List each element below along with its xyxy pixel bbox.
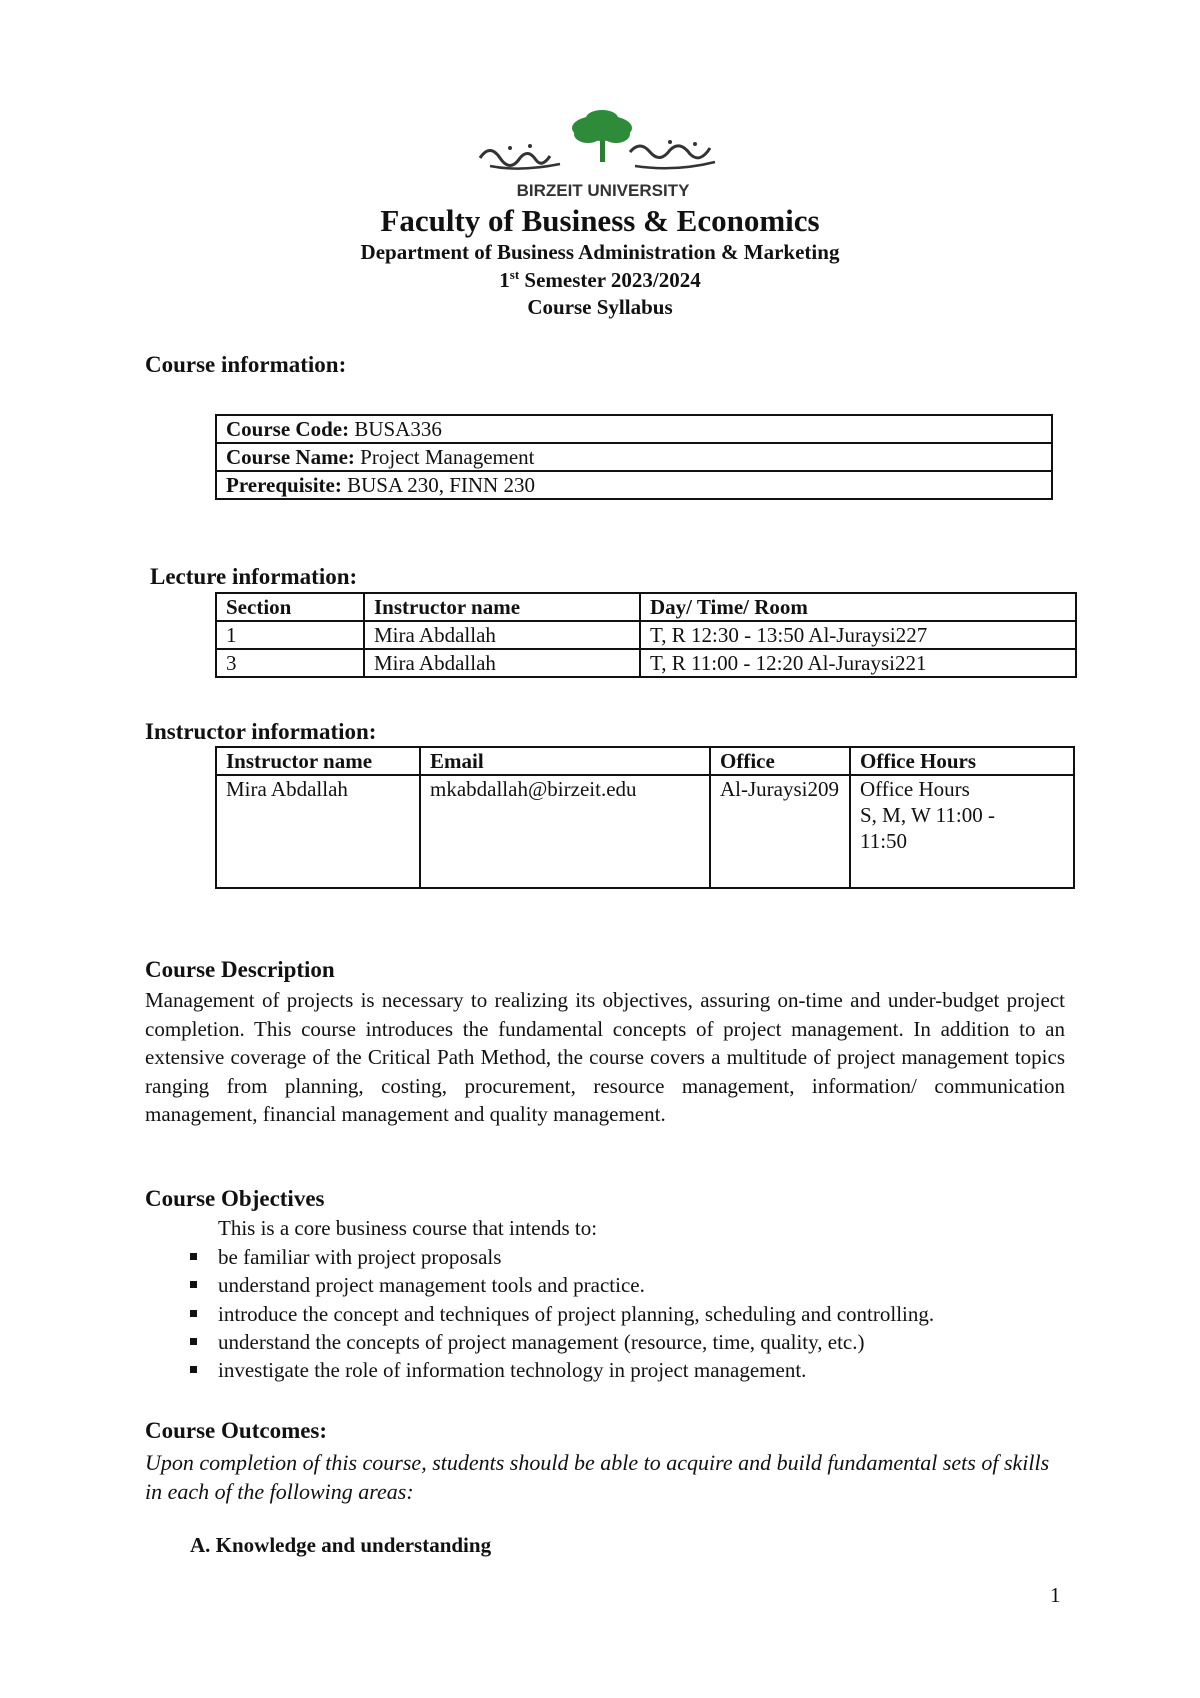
list-item [190, 1243, 934, 1271]
column-header: Day/ Time/ Room [640, 593, 1076, 621]
description-heading: Course Description [145, 957, 335, 982]
table-header-row [216, 593, 1076, 621]
document-type: Course Syllabus [527, 295, 673, 319]
knowledge-section-heading: A. Knowledge and understanding [190, 1533, 492, 1557]
table-cell: Mira Abdallah [364, 621, 640, 649]
email-cell: mkabdallah@birzeit.edu [420, 775, 710, 888]
logo-text: BIRZEIT UNIVERSITY [516, 181, 690, 200]
table-cell: Mira Abdallah [364, 649, 640, 677]
table-row [216, 443, 1052, 471]
list-item [190, 1300, 934, 1328]
bullet-icon [190, 1281, 197, 1288]
course-code-label: Course Code: [226, 417, 350, 441]
table-cell [216, 471, 1052, 499]
objectives-heading: Course Objectives [145, 1186, 325, 1211]
description-text: Management of projects is necessary to realizing its objectives, assuring on-time and under-budget project completion. This course introduces the fundamental concepts of project management. In addition to an extensive coverage of the Critical Path Method, the course covers a multitude of project management topics ranging from planning, costing, procurement, resource management, information/ communication management, financial management and quality management. [145, 988, 1065, 1126]
column-header: Office Hours [850, 747, 1074, 775]
faculty-title: Faculty of Business & Economics [380, 203, 820, 238]
table-row [216, 649, 1076, 677]
table-cell: 3 [216, 649, 364, 677]
university-logo [470, 108, 736, 204]
office-hours-line: Office Hours [860, 777, 970, 801]
course-name-value: Project Management [354, 445, 535, 469]
column-header: Email [420, 747, 710, 775]
prerequisite-value: BUSA 230, FINN 230 [341, 473, 535, 497]
semester-text: Semester 2023/2024 [519, 268, 701, 292]
list-item-text: understand the concepts of project management (resource, time, quality, etc.) [218, 1329, 865, 1354]
office-cell: Al-Juraysi209 [710, 775, 850, 888]
table-header-row [216, 747, 1074, 775]
lecture-info-table [215, 592, 1077, 678]
list-item [190, 1356, 934, 1384]
list-item [190, 1271, 934, 1299]
list-item-text: understand project management tools and practice. [218, 1273, 645, 1298]
semester-ordinal: st [509, 267, 520, 282]
semester-number: 1 [499, 268, 510, 292]
prerequisite-label: Prerequisite: [226, 473, 342, 497]
department-title: Department of Business Administration & Marketing [360, 240, 840, 264]
instructor-info-table [215, 746, 1075, 889]
page-number: 1 [1050, 1583, 1061, 1607]
table-cell [216, 415, 1052, 443]
bullet-icon [190, 1253, 197, 1260]
instructor-info-heading: Instructor information: [145, 719, 377, 744]
course-info-table [215, 414, 1053, 500]
outcomes-text: Upon completion of this course, students should be able to acquire and build fundamental sets of skills in each of the following areas: [145, 1450, 1050, 1504]
list-item [190, 1328, 934, 1356]
column-header: Instructor name [216, 747, 420, 775]
table-cell: 1 [216, 621, 364, 649]
column-header: Office [710, 747, 850, 775]
bullet-icon [190, 1338, 197, 1345]
bullet-icon [190, 1310, 197, 1317]
course-name-label: Course Name: [226, 445, 355, 469]
objectives-list [190, 1243, 934, 1384]
semester-title [0, 267, 1200, 293]
table-cell [216, 443, 1052, 471]
course-info-heading: Course information: [145, 352, 347, 377]
bullet-icon [190, 1366, 197, 1373]
lecture-info-heading: Lecture information: [150, 564, 358, 589]
instructor-name-cell: Mira Abdallah [216, 775, 420, 888]
table-row [216, 621, 1076, 649]
table-cell: T, R 12:30 - 13:50 Al-Juraysi227 [640, 621, 1076, 649]
list-item-text: be familiar with project proposals [218, 1245, 502, 1269]
course-code-value: BUSA336 [349, 417, 442, 441]
office-hours-line: 11:50 [860, 829, 908, 853]
list-item-text: investigate the role of information technology in project management. [218, 1358, 807, 1383]
table-row [216, 775, 1074, 888]
table-row [216, 471, 1052, 499]
table-cell: T, R 11:00 - 12:20 Al-Juraysi221 [640, 649, 1076, 677]
outcomes-heading: Course Outcomes: [145, 1418, 328, 1443]
office-hours-line: S, M, W 11:00 - [860, 803, 995, 827]
list-item-text: introduce the concept and techniques of project planning, scheduling and controlling. [218, 1301, 935, 1326]
office-hours-cell [850, 775, 1074, 888]
column-header: Instructor name [364, 593, 640, 621]
table-row [216, 415, 1052, 443]
objectives-intro: This is a core business course that intends to: [218, 1216, 598, 1240]
column-header: Section [216, 593, 364, 621]
